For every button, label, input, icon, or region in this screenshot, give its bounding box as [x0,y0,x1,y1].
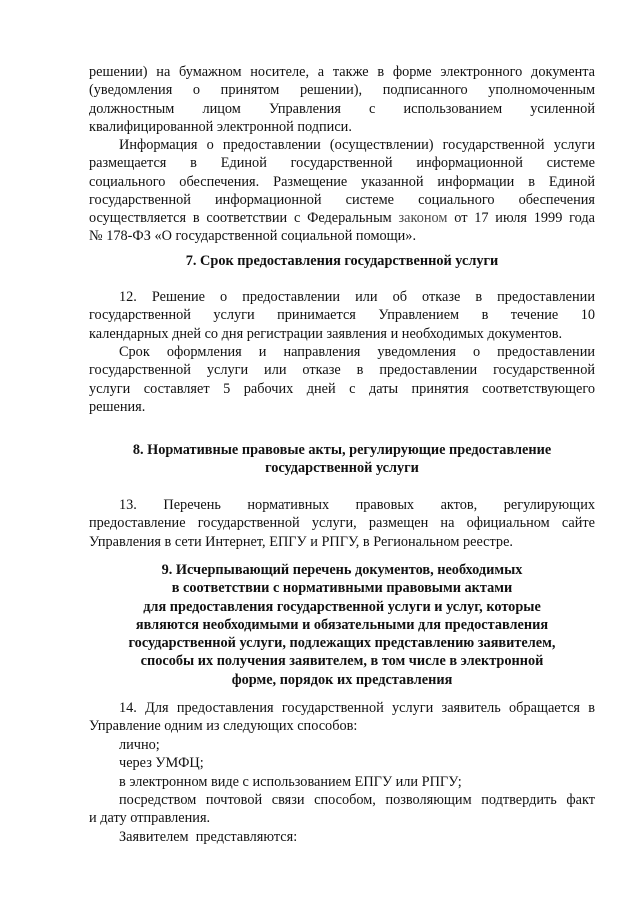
text-line: № 178-ФЗ «О государственной социальной помощи». [89,228,417,245]
text-line: должностным лицом Управления с использованием усиленной [89,100,595,117]
heading-line: 7. Срок предоставления государственной услуги [185,253,499,269]
heading-line: государственной услуги, подлежащих представлению заявителем, [128,635,556,652]
text-line: Информация о предоставлении (осуществлении) государственной услуги [119,137,595,153]
heading-line: 8. Нормативные правовые акты, регулирующие предоставление [132,442,552,458]
law-link-text: законом [398,210,448,227]
text-line: Управление одним из следующих способов: [89,718,358,735]
heading-line: 9. Исчерпывающий перечень документов, необходимых [161,562,523,578]
heading-line: форме, порядок их представления [231,671,453,688]
paragraph-14 [89,699,595,736]
heading-line: для предоставления государственной услуги и услуг, которые [143,598,541,615]
text-line [89,209,595,227]
list-item-continuation: и дату отправления. [89,810,211,827]
text-line: Заявителем представляются: [119,829,298,845]
submission-methods-list [89,736,595,827]
text-line: государственной информационной системе социального обеспечения [89,191,595,208]
text-line: размещается в Единой государственной информационной системе [89,155,595,172]
heading-line: государственной услуги [265,460,419,477]
text-line: услуги составляет 5 рабочих дней с даты принятия соответствующего [89,380,595,397]
list-item: посредством почтовой связи способом, позволяющим подтвердить факт [119,791,595,808]
text-line: предоставление государственной услуги, размещен на официальном сайте [89,515,595,532]
paragraph-applicant-submits [89,828,595,846]
text-line: квалифицированной электронной подписи. [89,118,352,135]
text-line: Управления в сети Интернет, ЕПГУ и РПГУ, в Региональном реестре. [89,533,513,550]
paragraph-13 [89,496,595,551]
text-line: Срок оформления и направления уведомления о предоставлении [119,344,595,360]
list-item: лично; [119,737,160,753]
text-line: решении) на бумажном носителе, а также в форме электронного документа [89,64,595,80]
list-item: через УМФЦ; [119,755,204,772]
text-line: 14. Для предоставления государственной услуги заявитель обращается в [119,700,595,716]
text-fragment: осуществляется в соответствии с Федеральным [89,210,392,227]
heading-line: являются необходимыми и обязательными для предоставления [135,616,549,633]
section-heading-9 [89,561,595,689]
heading-line: в соответствии с нормативными правовыми актами [171,580,513,597]
heading-line: способы их получения заявителем, в том числе в электронной [140,653,544,670]
text-line: (уведомления о принятом решении), подписанного уполномоченным [89,82,595,99]
section-heading-7 [89,252,595,270]
text-line: календарных дней со дня регистрации заявления и необходимых документов. [89,325,563,342]
text-line: решения. [89,398,146,415]
text-line: государственной услуги принимается Управлением в течение 10 [89,307,595,324]
paragraph-12 [89,288,595,343]
paragraph-intro [89,63,595,136]
text-line: 13. Перечень нормативных правовых актов, регулирующих [119,497,595,513]
text-line: социального обеспечения. Размещение указанной информации в Единой [89,173,595,190]
paragraph-12-deadline [89,343,595,416]
paragraph-info [89,136,595,246]
section-heading-8 [89,441,595,478]
text-line: государственной услуги или отказе в предоставлении государственной [89,362,595,379]
text-fragment: от 17 июля 1999 года [454,210,595,227]
text-line: 12. Решение о предоставлении или об отказе в предоставлении [119,289,595,305]
list-item: в электронном виде с использованием ЕПГУ или РПГУ; [119,773,462,790]
